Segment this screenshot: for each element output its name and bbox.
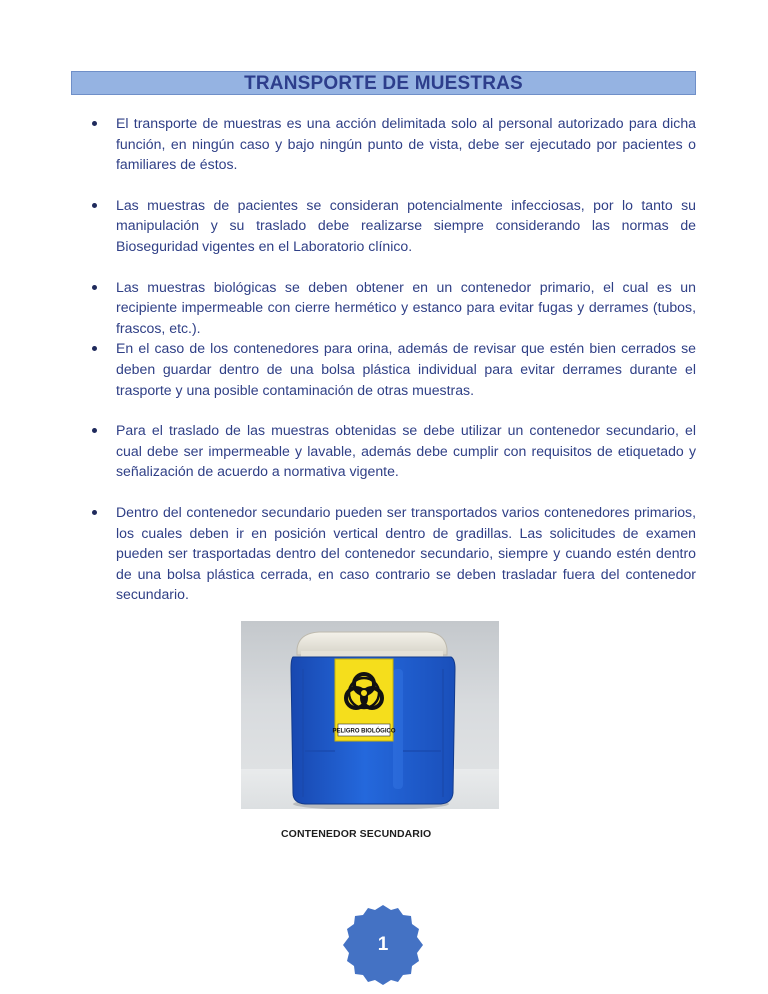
paragraph-text: Para el traslado de las muestras obtenidas se debe utilizar un contenedor secundario, el cual debe ser impermeable y lavable, además debe cumplir con requisitos de etiquetado y señalización de acuerdo a normativa vigente. xyxy=(116,422,696,480)
lid-rim xyxy=(301,651,443,657)
bullet-icon xyxy=(92,203,97,208)
label-text: PELIGRO BIOLÓGICO xyxy=(332,728,396,735)
spacer xyxy=(88,400,696,420)
bullet-icon xyxy=(92,285,97,290)
paragraph-text: Dentro del contenedor secundario pueden ser transportados varios contenedores primarios, los cuales deben ir en posición vertical dentro de gradillas. Las solicitudes de examen pueden ser trasportadas dentro del contenedor secundario, siempre y cuando estén dentro de una bolsa plástica cerrada, en caso contrario se deben trasladar fuera del contenedor secundario. xyxy=(116,503,696,603)
paragraph-text: En el caso de los contenedores para orina, además de revisar que estén bien cerrados se deben guardar dentro de una bolsa plástica individual para evitar derrames durante el trasporte y una posible contaminación de otras muestras. xyxy=(116,340,696,398)
bullet-icon xyxy=(92,428,97,433)
cooler-photo xyxy=(241,621,499,809)
list-item xyxy=(88,338,696,400)
page-number: 1 xyxy=(377,934,389,955)
spacer xyxy=(88,257,696,277)
figure-caption: CONTENEDOR SECUNDARIO xyxy=(281,828,432,840)
cooler-illustration xyxy=(241,621,499,809)
bullet-icon xyxy=(92,121,97,126)
page-title: TRANSPORTE DE MUESTRAS xyxy=(244,72,523,94)
title-bar xyxy=(71,71,696,95)
list-item xyxy=(88,113,696,175)
list-item xyxy=(88,277,696,339)
bullet-list xyxy=(88,113,696,605)
paragraph-text: Las muestras de pacientes se consideran potencialmente infecciosas, por lo tanto su manipulación y su traslado debe realizarse siempre considerando las normas de Bioseguridad vigentes en el Laboratorio clínico. xyxy=(116,196,696,254)
paragraph-text: Las muestras biológicas se deben obtener en un contenedor primario, el cual es un recipiente impermeable con cierre hermético y estanco para evitar fugas y derrames (tubos, frascos, etc.). xyxy=(116,278,696,336)
bullet-icon xyxy=(92,346,97,351)
bullet-icon xyxy=(92,510,97,515)
spacer xyxy=(88,175,696,195)
list-item xyxy=(88,195,696,257)
list-item xyxy=(88,420,696,482)
list-item xyxy=(88,502,696,605)
paragraph-text: El transporte de muestras es una acción delimitada solo al personal autorizado para dicha función, en ningún caso y bajo ningún punto de vista, debe ser ejecutado por pacientes o familiares de éstos. xyxy=(116,115,696,173)
spacer xyxy=(88,482,696,502)
